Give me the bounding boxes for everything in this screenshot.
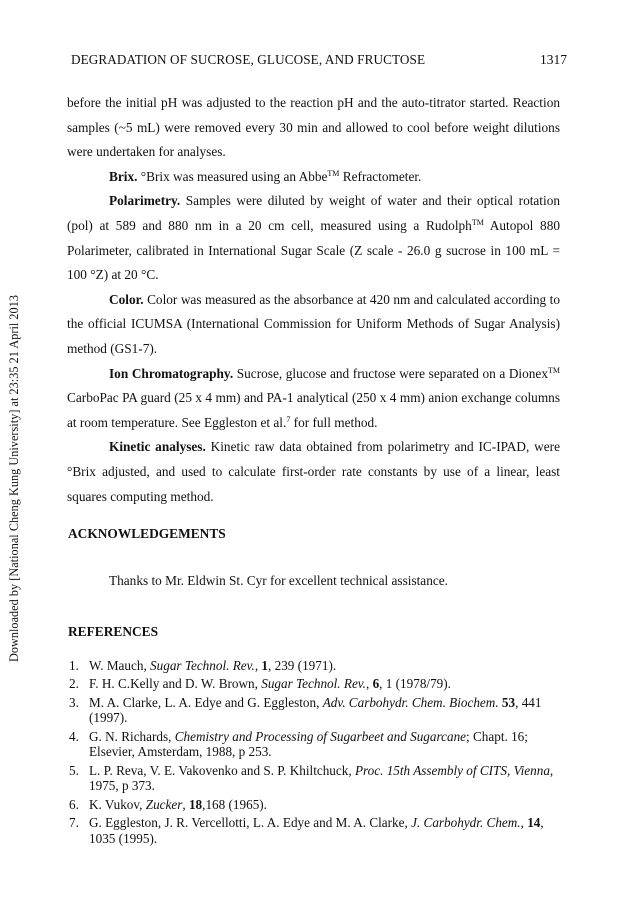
runin-heading-polarimetry: Polarimetry. bbox=[109, 193, 181, 209]
reference-volume: 18 bbox=[188, 796, 203, 812]
reference-details: 1975, p 373. bbox=[89, 778, 155, 794]
citation-marker: 7 bbox=[286, 414, 291, 424]
reference-number: 6. bbox=[69, 796, 79, 812]
reference-details: , 1035 (1995). bbox=[89, 814, 544, 846]
trademark-mark: TM bbox=[547, 365, 560, 375]
paragraph-color bbox=[67, 288, 560, 362]
reference-volume: 6 bbox=[372, 676, 380, 692]
reference-item bbox=[68, 658, 563, 674]
color-text: Color was measured as the absorbance at 420 nm and calculated according to the official ICUMSA (International Commission for Uniform Methods of Sugar Analysis) method (GS1-7). bbox=[67, 291, 560, 356]
reference-item bbox=[68, 695, 563, 726]
reference-authors: G. N. Richards, bbox=[89, 728, 175, 744]
page-header bbox=[67, 52, 567, 70]
paragraph-kinetic-analyses bbox=[67, 435, 560, 509]
download-watermark bbox=[4, 262, 24, 662]
references-heading: REFERENCES bbox=[68, 624, 159, 639]
download-note: Downloaded by [National Cheng Kung University] at 23:35 21 April 2013 bbox=[7, 295, 21, 662]
reference-number: 1. bbox=[69, 658, 79, 673]
runin-heading-kinetic: Kinetic analyses. bbox=[109, 439, 206, 455]
runin-heading-color: Color. bbox=[109, 291, 144, 307]
brix-text: °Brix was measured using an Abbe bbox=[137, 168, 328, 184]
ion-text-end: for full method. bbox=[290, 414, 378, 430]
reference-authors: W. Mauch, bbox=[89, 658, 151, 673]
reference-volume: 53 bbox=[501, 694, 516, 710]
reference-authors: K. Vukov, bbox=[89, 796, 146, 812]
page-number: 1317 bbox=[540, 52, 567, 67]
polarimetry-text: Samples were diluted by weight of water and their optical rotation (pol) at 589 and 880 nm in a 20 cm cell, measured using a Rudolph bbox=[67, 193, 560, 233]
reference-details: , 239 (1971). bbox=[268, 658, 337, 673]
reference-authors: G. Eggleston, J. R. Vercellotti, L. A. Edye and M. A. Clarke, bbox=[89, 814, 412, 830]
trademark-mark: TM bbox=[327, 168, 340, 178]
reference-details: , 1 (1978/79). bbox=[379, 676, 451, 692]
reference-volume: 14 bbox=[527, 814, 541, 830]
running-title: DEGRADATION OF SUCROSE, GLUCOSE, AND FRUCTOSE bbox=[71, 52, 426, 67]
reference-details: ,168 (1965). bbox=[202, 796, 267, 812]
reference-number: 4. bbox=[69, 728, 79, 744]
reference-item bbox=[68, 815, 563, 846]
reference-separator: , bbox=[254, 658, 262, 673]
ion-text: Sucrose, glucose and fructose were separated on a Dionex bbox=[233, 365, 548, 381]
reference-separator: , bbox=[365, 676, 373, 692]
reference-authors: L. P. Reva, V. E. Vakovenko and S. P. Khiltchuck, bbox=[89, 762, 355, 778]
reference-details: ; Chapt. 16; Elsevier, Amsterdam, 1988, p 253. bbox=[89, 728, 528, 760]
reference-authors: F. H. C.Kelly and D. W. Brown, bbox=[89, 676, 262, 692]
kinetic-text: Kinetic raw data obtained from polarimetry and IC-IPAD, were °Brix adjusted, and used to calculate first-order rate constants by use of a linear, least squares computing method. bbox=[67, 439, 560, 504]
runin-heading-ion-chromatography: Ion Chromatography. bbox=[109, 365, 234, 381]
polarimetry-text-end: Autopol 880 Polarimeter, calibrated in International Sugar Scale (Z scale - 26.0 g sucrose in 100 mL = 100 °Z) at 20 °C. bbox=[67, 217, 560, 283]
reference-journal: Sugar Technol. Rev. bbox=[261, 676, 366, 692]
reference-item bbox=[68, 797, 563, 813]
acknowledgements-text: Thanks to Mr. Eldwin St. Cyr for excellent technical assistance. bbox=[109, 573, 448, 588]
paragraph-ion-chromatography bbox=[67, 362, 560, 436]
reference-volume: 1 bbox=[261, 658, 268, 673]
reference-number: 5. bbox=[69, 762, 79, 778]
reference-journal: Proc. 15th Assembly of CITS, Vienna, bbox=[354, 762, 554, 778]
reference-authors: M. A. Clarke, L. A. Edye and G. Eggleston, bbox=[89, 694, 323, 710]
reference-journal: Zucker bbox=[145, 796, 183, 812]
brix-text-end: Refractometer. bbox=[339, 168, 422, 184]
body-text bbox=[67, 91, 560, 509]
reference-journal: Adv. Carbohydr. Chem. Biochem. bbox=[322, 694, 499, 710]
reference-list bbox=[68, 658, 563, 849]
runin-heading-brix: Brix. bbox=[109, 168, 138, 184]
reference-book-title: Chemistry and Processing of Sugarbeet and Sugarcane bbox=[174, 728, 467, 744]
trademark-mark: TM bbox=[471, 217, 484, 227]
reference-details: , 441 (1997). bbox=[89, 694, 542, 726]
reference-item bbox=[68, 729, 563, 760]
reference-journal: Sugar Technol. Rev. bbox=[150, 658, 255, 673]
reference-separator: , bbox=[182, 796, 189, 812]
reference-number: 7. bbox=[69, 814, 79, 830]
reference-item bbox=[68, 763, 563, 794]
reference-item bbox=[68, 676, 563, 692]
reference-number: 3. bbox=[69, 694, 79, 710]
reference-number: 2. bbox=[69, 676, 79, 692]
reference-separator: , bbox=[520, 814, 528, 830]
paragraph-brix bbox=[67, 165, 560, 190]
paragraph-procedure: before the initial pH was adjusted to the reaction pH and the auto-titrator started. Reaction samples (~5 mL) were removed every 30 min and allowed to cool before weight dilutions were undertaken for analyses. bbox=[67, 95, 560, 160]
ion-text-mid: CarboPac PA guard (25 x 4 mm) and PA-1 analytical (250 x 4 mm) anion exchange columns at room temperature. See Eggleston et al. bbox=[67, 390, 560, 430]
paragraph-polarimetry bbox=[67, 189, 560, 287]
reference-journal: J. Carbohydr. Chem. bbox=[411, 814, 521, 830]
acknowledgements-heading: ACKNOWLEDGEMENTS bbox=[68, 526, 226, 541]
